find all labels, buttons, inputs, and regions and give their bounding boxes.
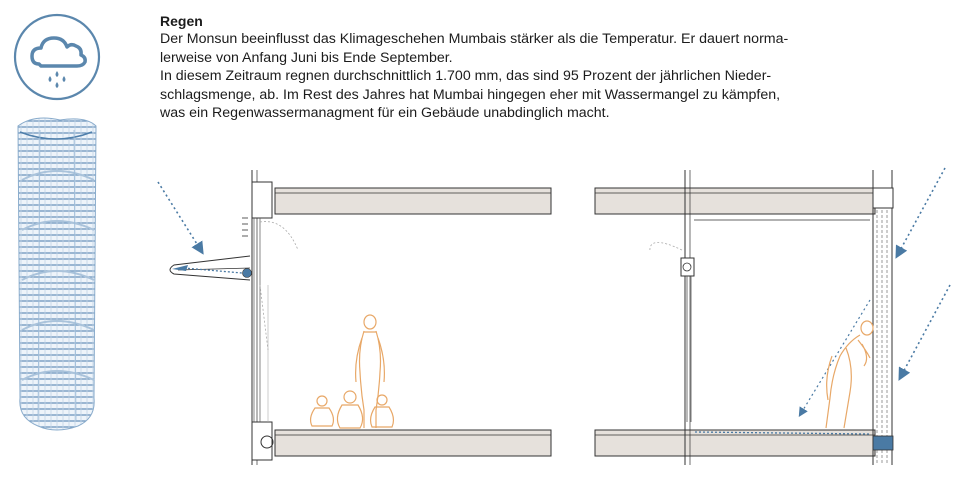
paragraph-line: lerweise von Anfang Juni bis Ende September. [160,49,453,66]
water-tank [873,436,893,450]
tower-illustration [0,110,110,440]
paragraph-line: Der Monsun beeinflusst das Klimageschehen Mumbais stärker als die Temperatur. Er dauert norma- [160,31,789,47]
section-drawing-left [150,160,560,465]
floor-slab [275,430,551,456]
section-title: Regen [160,13,203,29]
rain-cloud-icon [10,10,105,105]
paragraph-line: In diesem Zeitraum regnen durchschnittlich 1.700 mm, das sind 95 Prozent der jährlichen Nieder- [160,68,772,84]
floor-slab [595,430,875,456]
ceiling-slab [275,188,551,214]
ceiling-slab [595,188,875,214]
paragraph-line: was ein Regenwassermanagment für ein Gebäude unabdinglich macht. [160,105,610,121]
person-silhouette [826,321,873,428]
paragraph-line: schlagsmenge, ab. Im Rest des Jahres hat Mumbai hingegen eher mit Wassermangel zu kämpfen, [160,86,781,103]
section-drawing-right [570,160,955,465]
people-silhouettes [311,315,394,428]
text-block [160,12,955,123]
